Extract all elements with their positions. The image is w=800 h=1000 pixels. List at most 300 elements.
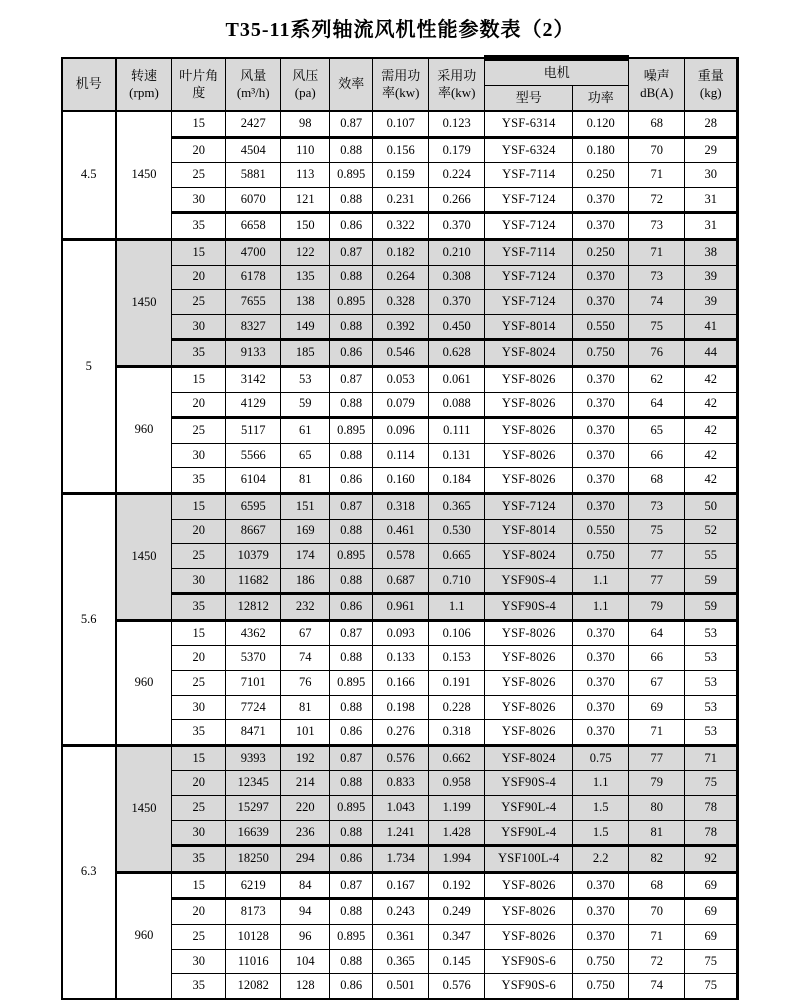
cell-motor-power: 0.180: [573, 137, 629, 163]
cell-motor-power: 0.550: [573, 519, 629, 544]
cell-noise-db: 73: [629, 493, 685, 519]
cell-adopted-power-kw: 0.088: [429, 392, 485, 418]
cell-motor-power: 0.370: [573, 366, 629, 392]
cell-blade-angle: 35: [172, 720, 226, 746]
cell-adopted-power-kw: 0.228: [429, 695, 485, 720]
cell-fan-size: 6.3: [62, 745, 116, 998]
cell-weight-kg: 30: [685, 163, 738, 188]
cell-air-pressure: 128: [281, 974, 330, 999]
cell-noise-db: 73: [629, 265, 685, 290]
cell-weight-kg: 53: [685, 671, 738, 696]
cell-motor-power: 0.370: [573, 925, 629, 950]
header-efficiency: 效率: [330, 58, 373, 111]
cell-blade-angle: 35: [172, 846, 226, 873]
cell-air-volume: 4362: [226, 620, 281, 646]
cell-noise-db: 82: [629, 846, 685, 873]
cell-efficiency: 0.88: [330, 646, 373, 671]
header-row-1: [62, 58, 738, 86]
cell-blade-angle: 20: [172, 265, 226, 290]
cell-air-volume: 9393: [226, 745, 281, 771]
header-noise-line1: 噪声: [643, 68, 670, 84]
cell-fan-size: 5: [62, 239, 116, 493]
cell-efficiency: 0.87: [330, 239, 373, 265]
cell-blade-angle: 25: [172, 418, 226, 444]
cell-air-volume: 5370: [226, 646, 281, 671]
cell-adopted-power-kw: 0.153: [429, 646, 485, 671]
cell-blade-angle: 30: [172, 314, 226, 340]
cell-required-power-kw: 0.159: [373, 163, 429, 188]
cell-noise-db: 71: [629, 239, 685, 265]
header-air-pressure-line1: 风压: [292, 68, 319, 84]
cell-motor-model: YSF-8026: [485, 392, 573, 418]
cell-adopted-power-kw: 0.224: [429, 163, 485, 188]
cell-adopted-power-kw: 0.061: [429, 366, 485, 392]
header-motor-model: 型号: [485, 86, 573, 112]
cell-air-pressure: 67: [281, 620, 330, 646]
cell-air-pressure: 81: [281, 468, 330, 494]
cell-weight-kg: 42: [685, 392, 738, 418]
cell-motor-model: YSF-8026: [485, 620, 573, 646]
cell-adopted-power-kw: 0.530: [429, 519, 485, 544]
cell-blade-angle: 25: [172, 796, 226, 821]
cell-weight-kg: 59: [685, 568, 738, 594]
cell-adopted-power-kw: 0.266: [429, 187, 485, 213]
cell-adopted-power-kw: 0.123: [429, 111, 485, 137]
header-speed: [116, 58, 172, 111]
cell-weight-kg: 50: [685, 493, 738, 519]
header-air-pressure: [281, 58, 330, 111]
cell-air-pressure: 96: [281, 925, 330, 950]
cell-air-pressure: 186: [281, 568, 330, 594]
cell-air-pressure: 169: [281, 519, 330, 544]
cell-weight-kg: 75: [685, 974, 738, 999]
header-adopted-power: [429, 58, 485, 111]
cell-noise-db: 72: [629, 949, 685, 974]
cell-weight-kg: 78: [685, 820, 738, 846]
header-speed-line2: (rpm): [129, 84, 159, 100]
cell-motor-model: YSF-8024: [485, 340, 573, 367]
cell-required-power-kw: 0.243: [373, 899, 429, 925]
cell-weight-kg: 52: [685, 519, 738, 544]
cell-blade-angle: 20: [172, 899, 226, 925]
cell-noise-db: 73: [629, 213, 685, 240]
cell-efficiency: 0.87: [330, 872, 373, 899]
cell-efficiency: 0.895: [330, 163, 373, 188]
table-row: [62, 493, 738, 519]
cell-required-power-kw: 0.833: [373, 771, 429, 796]
cell-weight-kg: 31: [685, 213, 738, 240]
cell-speed-rpm: 960: [116, 620, 172, 745]
cell-noise-db: 77: [629, 745, 685, 771]
cell-weight-kg: 53: [685, 720, 738, 746]
fan-performance-table: [61, 55, 740, 1000]
cell-air-pressure: 110: [281, 137, 330, 163]
cell-efficiency: 0.895: [330, 925, 373, 950]
cell-motor-model: YSF-8024: [485, 745, 573, 771]
cell-motor-model: YSF-6324: [485, 137, 573, 163]
cell-motor-power: 1.1: [573, 771, 629, 796]
header-required-power: [373, 58, 429, 111]
cell-air-pressure: 104: [281, 949, 330, 974]
cell-adopted-power-kw: 1.199: [429, 796, 485, 821]
header-noise-line2: dB(A): [640, 84, 674, 100]
cell-efficiency: 0.86: [330, 974, 373, 999]
cell-required-power-kw: 0.318: [373, 493, 429, 519]
cell-weight-kg: 53: [685, 695, 738, 720]
cell-required-power-kw: 0.160: [373, 468, 429, 494]
cell-blade-angle: 15: [172, 872, 226, 899]
cell-adopted-power-kw: 0.308: [429, 265, 485, 290]
cell-efficiency: 0.88: [330, 392, 373, 418]
cell-noise-db: 79: [629, 771, 685, 796]
cell-motor-model: YSF90S-6: [485, 974, 573, 999]
cell-motor-power: 0.370: [573, 443, 629, 468]
cell-efficiency: 0.86: [330, 213, 373, 240]
cell-blade-angle: 20: [172, 392, 226, 418]
cell-motor-model: YSF-8026: [485, 646, 573, 671]
cell-motor-power: 0.120: [573, 111, 629, 137]
cell-air-pressure: 122: [281, 239, 330, 265]
cell-air-pressure: 174: [281, 544, 330, 569]
cell-noise-db: 64: [629, 392, 685, 418]
cell-noise-db: 74: [629, 290, 685, 315]
cell-required-power-kw: 0.107: [373, 111, 429, 137]
cell-blade-angle: 30: [172, 568, 226, 594]
cell-adopted-power-kw: 0.347: [429, 925, 485, 950]
cell-motor-power: 0.75: [573, 745, 629, 771]
cell-weight-kg: 75: [685, 949, 738, 974]
cell-efficiency: 0.88: [330, 443, 373, 468]
cell-motor-model: YSF-7114: [485, 163, 573, 188]
cell-speed-rpm: 1450: [116, 239, 172, 366]
cell-weight-kg: 75: [685, 771, 738, 796]
cell-noise-db: 62: [629, 366, 685, 392]
cell-motor-power: 0.370: [573, 392, 629, 418]
header-air-volume-line1: 风量: [240, 68, 267, 84]
cell-adopted-power-kw: 1.1: [429, 594, 485, 621]
cell-efficiency: 0.895: [330, 290, 373, 315]
cell-motor-model: YSF-6314: [485, 111, 573, 137]
header-speed-line1: 转速: [130, 68, 157, 84]
cell-required-power-kw: 0.096: [373, 418, 429, 444]
cell-efficiency: 0.88: [330, 899, 373, 925]
cell-air-pressure: 81: [281, 695, 330, 720]
cell-air-volume: 5881: [226, 163, 281, 188]
cell-required-power-kw: 0.328: [373, 290, 429, 315]
cell-motor-model: YSF-8026: [485, 925, 573, 950]
cell-blade-angle: 30: [172, 187, 226, 213]
cell-weight-kg: 42: [685, 366, 738, 392]
cell-adopted-power-kw: 0.370: [429, 213, 485, 240]
cell-air-volume: 11682: [226, 568, 281, 594]
cell-adopted-power-kw: 0.576: [429, 974, 485, 999]
cell-noise-db: 70: [629, 899, 685, 925]
cell-adopted-power-kw: 0.145: [429, 949, 485, 974]
cell-air-volume: 6658: [226, 213, 281, 240]
cell-efficiency: 0.87: [330, 111, 373, 137]
cell-air-pressure: 185: [281, 340, 330, 367]
cell-required-power-kw: 0.182: [373, 239, 429, 265]
cell-motor-power: 1.1: [573, 568, 629, 594]
cell-required-power-kw: 0.392: [373, 314, 429, 340]
cell-motor-power: 0.750: [573, 340, 629, 367]
cell-required-power-kw: 0.461: [373, 519, 429, 544]
cell-speed-rpm: 960: [116, 366, 172, 493]
cell-air-pressure: 121: [281, 187, 330, 213]
cell-blade-angle: 35: [172, 213, 226, 240]
cell-efficiency: 0.895: [330, 796, 373, 821]
cell-weight-kg: 92: [685, 846, 738, 873]
cell-motor-model: YSF-8014: [485, 519, 573, 544]
cell-air-volume: 8173: [226, 899, 281, 925]
cell-adopted-power-kw: 0.191: [429, 671, 485, 696]
cell-required-power-kw: 0.156: [373, 137, 429, 163]
cell-weight-kg: 71: [685, 745, 738, 771]
cell-motor-model: YSF-8024: [485, 544, 573, 569]
cell-air-pressure: 232: [281, 594, 330, 621]
cell-noise-db: 68: [629, 468, 685, 494]
table-row: [62, 239, 738, 265]
cell-weight-kg: 53: [685, 646, 738, 671]
cell-blade-angle: 30: [172, 949, 226, 974]
cell-motor-model: YSF-8026: [485, 695, 573, 720]
header-fan-size: 机号: [62, 58, 116, 111]
cell-efficiency: 0.88: [330, 187, 373, 213]
cell-adopted-power-kw: 0.179: [429, 137, 485, 163]
cell-air-volume: 16639: [226, 820, 281, 846]
cell-motor-power: 0.370: [573, 418, 629, 444]
cell-air-volume: 6178: [226, 265, 281, 290]
cell-adopted-power-kw: 0.370: [429, 290, 485, 315]
cell-motor-model: YSF-7124: [485, 290, 573, 315]
cell-adopted-power-kw: 0.710: [429, 568, 485, 594]
cell-blade-angle: 30: [172, 695, 226, 720]
cell-adopted-power-kw: 1.994: [429, 846, 485, 873]
cell-air-pressure: 65: [281, 443, 330, 468]
cell-required-power-kw: 0.166: [373, 671, 429, 696]
cell-motor-model: YSF-8026: [485, 366, 573, 392]
cell-adopted-power-kw: 0.192: [429, 872, 485, 899]
cell-required-power-kw: 0.276: [373, 720, 429, 746]
cell-air-pressure: 53: [281, 366, 330, 392]
cell-weight-kg: 44: [685, 340, 738, 367]
page-title: T35-11系列轴流风机性能参数表（2）: [225, 19, 575, 41]
cell-air-volume: 10379: [226, 544, 281, 569]
cell-blade-angle: 15: [172, 493, 226, 519]
cell-air-pressure: 113: [281, 163, 330, 188]
cell-blade-angle: 20: [172, 771, 226, 796]
cell-efficiency: 0.88: [330, 519, 373, 544]
cell-air-pressure: 220: [281, 796, 330, 821]
cell-air-volume: 15297: [226, 796, 281, 821]
cell-motor-power: 1.5: [573, 796, 629, 821]
cell-weight-kg: 42: [685, 443, 738, 468]
cell-air-volume: 8667: [226, 519, 281, 544]
cell-air-volume: 6595: [226, 493, 281, 519]
cell-adopted-power-kw: 0.184: [429, 468, 485, 494]
cell-air-volume: 5566: [226, 443, 281, 468]
cell-air-volume: 4129: [226, 392, 281, 418]
cell-weight-kg: 42: [685, 468, 738, 494]
cell-required-power-kw: 0.093: [373, 620, 429, 646]
cell-air-volume: 7724: [226, 695, 281, 720]
cell-blade-angle: 15: [172, 111, 226, 137]
cell-noise-db: 70: [629, 137, 685, 163]
cell-noise-db: 69: [629, 695, 685, 720]
cell-motor-model: YSF90S-6: [485, 949, 573, 974]
cell-required-power-kw: 0.546: [373, 340, 429, 367]
cell-weight-kg: 38: [685, 239, 738, 265]
cell-required-power-kw: 0.053: [373, 366, 429, 392]
cell-motor-power: 0.370: [573, 290, 629, 315]
cell-noise-db: 74: [629, 974, 685, 999]
cell-required-power-kw: 1.734: [373, 846, 429, 873]
cell-efficiency: 0.87: [330, 745, 373, 771]
cell-weight-kg: 42: [685, 418, 738, 444]
cell-air-volume: 12812: [226, 594, 281, 621]
cell-air-pressure: 94: [281, 899, 330, 925]
cell-adopted-power-kw: 0.662: [429, 745, 485, 771]
cell-motor-power: 0.750: [573, 949, 629, 974]
header-weight: [685, 58, 738, 111]
cell-noise-db: 71: [629, 925, 685, 950]
cell-adopted-power-kw: 0.958: [429, 771, 485, 796]
cell-air-volume: 2427: [226, 111, 281, 137]
cell-required-power-kw: 0.687: [373, 568, 429, 594]
cell-noise-db: 64: [629, 620, 685, 646]
cell-air-volume: 6104: [226, 468, 281, 494]
cell-efficiency: 0.86: [330, 468, 373, 494]
cell-adopted-power-kw: 0.210: [429, 239, 485, 265]
cell-noise-db: 67: [629, 671, 685, 696]
header-air-pressure-line2: (pa): [294, 84, 316, 100]
cell-motor-model: YSF90S-4: [485, 594, 573, 621]
header-adopted-power-line1: 采用功: [437, 68, 477, 84]
cell-speed-rpm: 1450: [116, 493, 172, 620]
cell-required-power-kw: 0.576: [373, 745, 429, 771]
cell-adopted-power-kw: 0.249: [429, 899, 485, 925]
cell-motor-model: YSF-8026: [485, 443, 573, 468]
cell-weight-kg: 28: [685, 111, 738, 137]
cell-motor-power: 0.370: [573, 671, 629, 696]
header-required-power-line1: 需用功: [381, 68, 421, 84]
cell-weight-kg: 69: [685, 872, 738, 899]
header-blade-angle-line2: 度: [192, 84, 206, 100]
cell-motor-model: YSF-8026: [485, 899, 573, 925]
table-row: [62, 872, 738, 899]
cell-weight-kg: 78: [685, 796, 738, 821]
cell-motor-model: YSF-8026: [485, 720, 573, 746]
cell-motor-model: YSF-8014: [485, 314, 573, 340]
cell-fan-size: 4.5: [62, 111, 116, 239]
cell-efficiency: 0.86: [330, 720, 373, 746]
cell-efficiency: 0.87: [330, 366, 373, 392]
cell-blade-angle: 35: [172, 594, 226, 621]
cell-motor-model: YSF-7124: [485, 187, 573, 213]
cell-required-power-kw: 0.578: [373, 544, 429, 569]
cell-efficiency: 0.88: [330, 568, 373, 594]
cell-air-pressure: 76: [281, 671, 330, 696]
cell-air-volume: 8471: [226, 720, 281, 746]
cell-adopted-power-kw: 0.131: [429, 443, 485, 468]
cell-blade-angle: 15: [172, 620, 226, 646]
cell-motor-model: YSF90S-4: [485, 771, 573, 796]
header-motor-power: 功率: [573, 86, 629, 112]
cell-motor-power: 0.550: [573, 314, 629, 340]
cell-blade-angle: 35: [172, 468, 226, 494]
cell-air-pressure: 149: [281, 314, 330, 340]
cell-motor-power: 0.370: [573, 265, 629, 290]
cell-blade-angle: 20: [172, 646, 226, 671]
cell-air-volume: 6219: [226, 872, 281, 899]
cell-blade-angle: 25: [172, 290, 226, 315]
cell-air-volume: 9133: [226, 340, 281, 367]
header-weight-line2: (kg): [699, 84, 722, 100]
cell-adopted-power-kw: 0.318: [429, 720, 485, 746]
cell-noise-db: 79: [629, 594, 685, 621]
cell-motor-power: 0.370: [573, 187, 629, 213]
cell-air-volume: 7101: [226, 671, 281, 696]
cell-weight-kg: 31: [685, 187, 738, 213]
cell-weight-kg: 69: [685, 925, 738, 950]
cell-air-pressure: 214: [281, 771, 330, 796]
cell-weight-kg: 39: [685, 265, 738, 290]
cell-air-volume: 18250: [226, 846, 281, 873]
cell-efficiency: 0.88: [330, 137, 373, 163]
cell-required-power-kw: 0.167: [373, 872, 429, 899]
cell-motor-model: YSF-7124: [485, 493, 573, 519]
cell-air-pressure: 236: [281, 820, 330, 846]
cell-motor-power: 0.750: [573, 544, 629, 569]
table-row: [62, 620, 738, 646]
cell-motor-power: 0.370: [573, 213, 629, 240]
cell-adopted-power-kw: 0.450: [429, 314, 485, 340]
cell-air-volume: 10128: [226, 925, 281, 950]
cell-noise-db: 80: [629, 796, 685, 821]
cell-motor-model: YSF-7124: [485, 213, 573, 240]
cell-air-pressure: 61: [281, 418, 330, 444]
cell-blade-angle: 20: [172, 137, 226, 163]
table-row: [62, 745, 738, 771]
cell-weight-kg: 41: [685, 314, 738, 340]
header-blade-angle-line1: 叶片角: [179, 68, 219, 84]
cell-motor-model: YSF90S-4: [485, 568, 573, 594]
cell-motor-power: 0.750: [573, 974, 629, 999]
cell-motor-power: 0.370: [573, 720, 629, 746]
cell-efficiency: 0.87: [330, 620, 373, 646]
cell-motor-power: 0.370: [573, 493, 629, 519]
cell-efficiency: 0.88: [330, 695, 373, 720]
cell-motor-power: 0.370: [573, 695, 629, 720]
cell-motor-power: 0.370: [573, 872, 629, 899]
cell-air-volume: 7655: [226, 290, 281, 315]
cell-efficiency: 0.88: [330, 314, 373, 340]
cell-efficiency: 0.87: [330, 493, 373, 519]
cell-blade-angle: 30: [172, 820, 226, 846]
cell-weight-kg: 59: [685, 594, 738, 621]
cell-air-pressure: 59: [281, 392, 330, 418]
cell-motor-model: YSF-8026: [485, 872, 573, 899]
cell-efficiency: 0.895: [330, 671, 373, 696]
cell-required-power-kw: 0.961: [373, 594, 429, 621]
cell-air-pressure: 101: [281, 720, 330, 746]
cell-efficiency: 0.88: [330, 820, 373, 846]
cell-air-volume: 12345: [226, 771, 281, 796]
cell-blade-angle: 25: [172, 544, 226, 569]
cell-motor-model: YSF100L-4: [485, 846, 573, 873]
cell-air-volume: 6070: [226, 187, 281, 213]
header-motor-group: 电机: [485, 58, 629, 86]
